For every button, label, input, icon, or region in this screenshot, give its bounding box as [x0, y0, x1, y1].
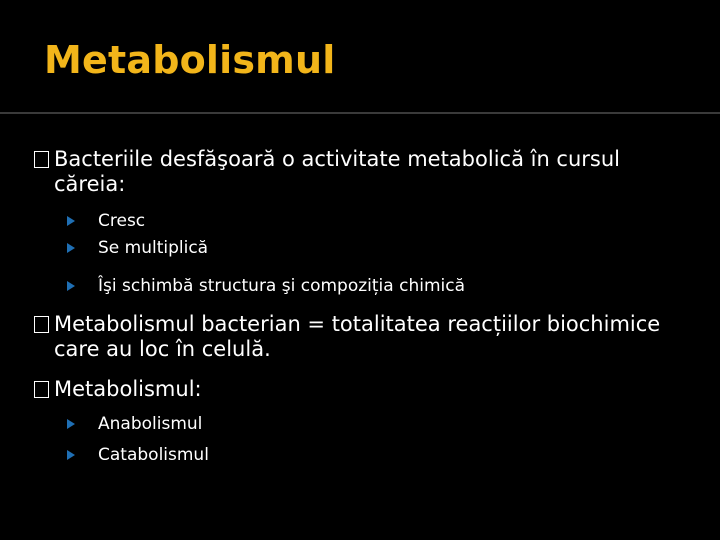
bullet-text: Bacteriile desfăşoară o activitate metabolică în cursul căreia:: [54, 147, 621, 196]
bullet-arrow-icon: [67, 419, 75, 429]
sub-bullet-text: Anabolismul: [98, 414, 203, 434]
missing-glyph-icon: [34, 316, 49, 333]
sub-bullet-item: [80, 210, 145, 232]
sub-bullet-text: Cresc: [98, 211, 146, 231]
bullet-arrow-icon: [67, 216, 75, 226]
bullet-arrow-icon: [67, 281, 75, 291]
sub-bullet-text: Catabolismul: [98, 445, 209, 465]
slide-title: Metabolismul: [44, 38, 336, 82]
bullet-arrow-icon: [67, 450, 75, 460]
bullet-arrow-icon: [67, 243, 75, 253]
bullet-text: Metabolismul:: [54, 377, 202, 401]
sub-bullet-item: [80, 413, 202, 435]
sub-bullet-item: [80, 237, 208, 259]
bullet-item: [54, 312, 694, 362]
sub-bullet-text: Se multiplică: [98, 238, 209, 258]
bullet-item: [54, 147, 694, 197]
sub-bullet-item: [80, 275, 465, 297]
sub-bullet-item: [80, 444, 209, 466]
bullet-item: [54, 377, 694, 402]
sub-bullet-text: Îşi schimbă structura şi compoziția chimică: [98, 276, 465, 296]
missing-glyph-icon: [34, 381, 49, 398]
missing-glyph-icon: [34, 151, 49, 168]
bullet-text: Metabolismul bacterian = totalitatea reacțiilor biochimice care au loc în celulă.: [54, 312, 661, 361]
